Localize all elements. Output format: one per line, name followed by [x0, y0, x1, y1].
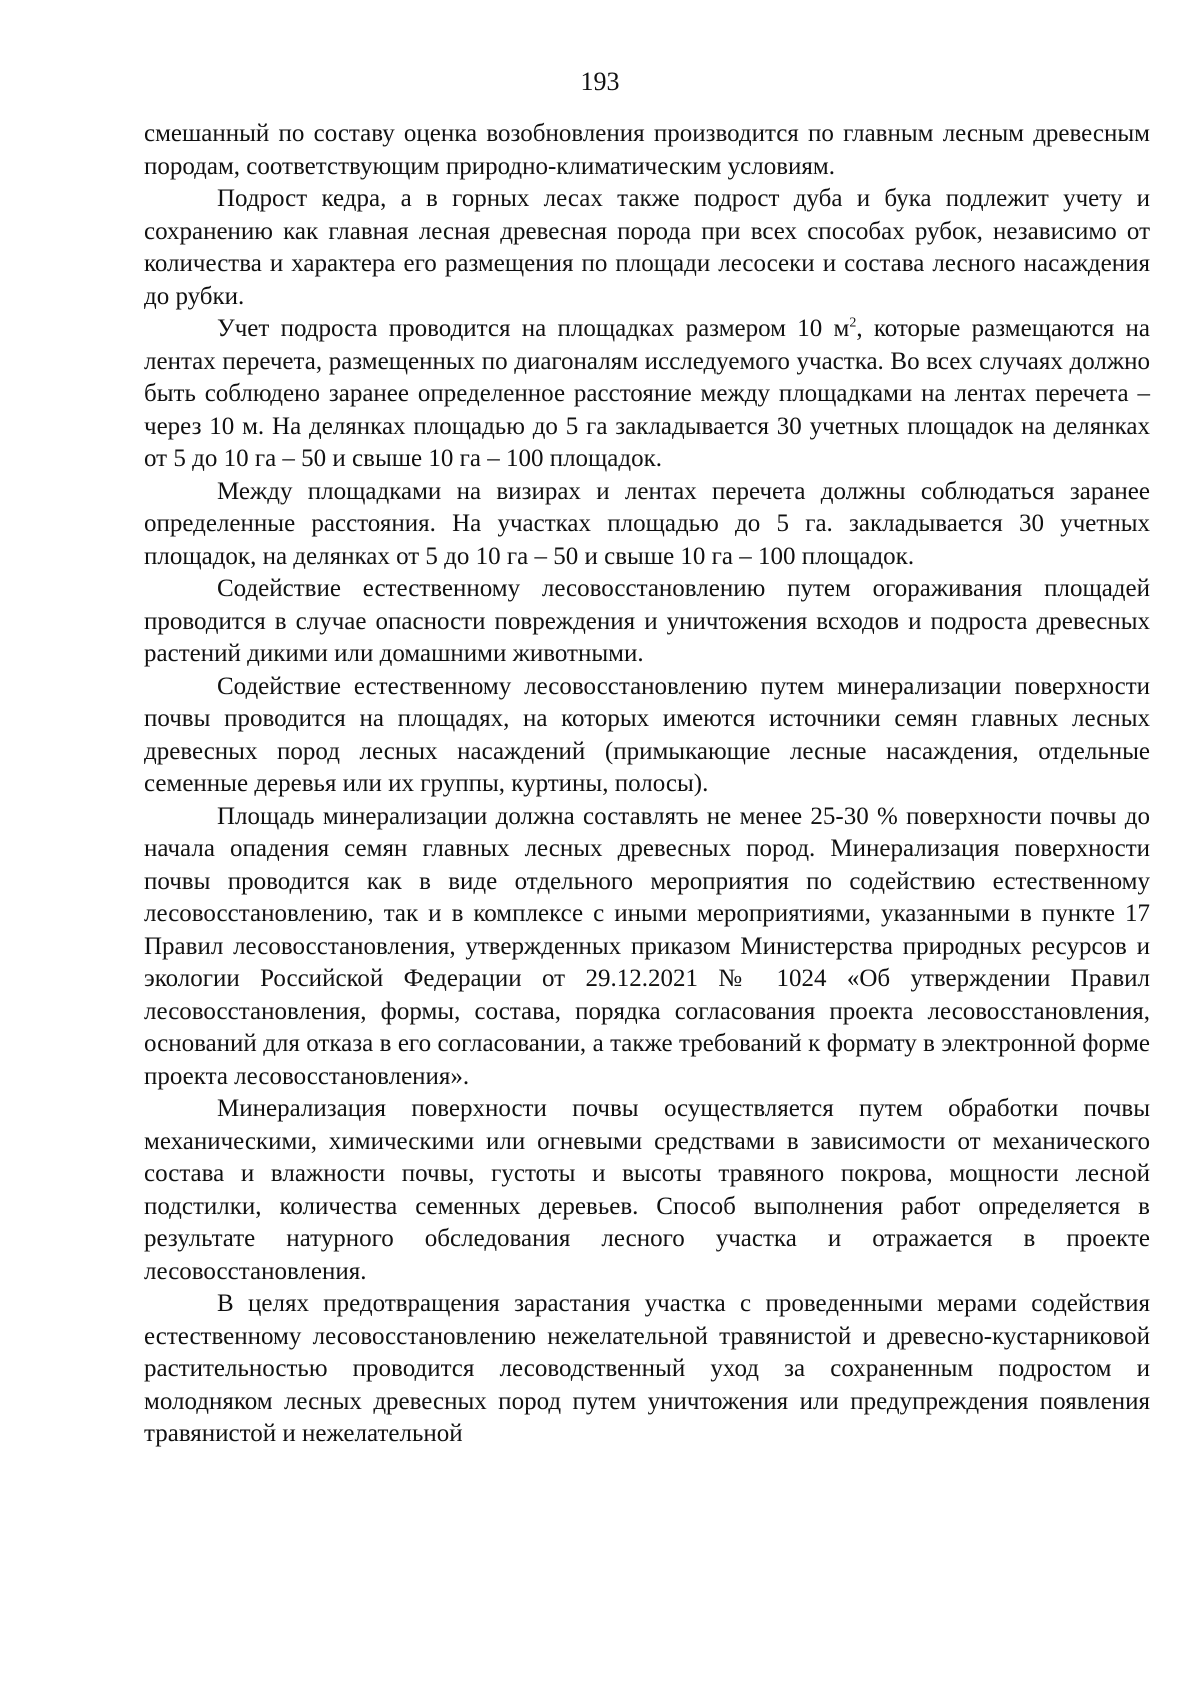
superscript-squared: 2	[849, 315, 857, 331]
paragraph-5: Содействие естественному лесовосстановлению путем огораживания площадей проводится в случае опасности повреждения и уничтожения всходов и подроста древесных растений дикими или домашними животными.	[144, 575, 1150, 667]
paragraph-8: Минерализация поверхности почвы осуществляется путем обработки почвы механическими, химическими или огневыми средствами в зависимости от механического состава и влажности почвы, густоты и высоты травяного покрова, мощности лесной подстилки, количества семенных деревьев. Способ выполнения работ определяется в результате натурного обследования лесного участка и отражается в проекте лесовосстановления.	[144, 1095, 1150, 1285]
paragraph-4: Между площадками на визирах и лентах перечета должны соблюдаться заранее определенные расстояния. На участках площадью до 5 га. закладывается 30 учетных площадок, на делянках от 5 до 10 га – 50 и свыше 10 га – 100 площадок.	[144, 477, 1150, 570]
paragraph-3-text-after: , которые размещаются на лентах перечета, размещенных по диагоналям исследуемого участка. Во всех случаях должно быть соблюдено заранее определенное расстояние между площадками на лентах перечета – через 10 м. На делянках площадью до 5 га закладывается 30 учетных площадок на делянках от 5 до 10 га – 50 и свыше 10 га – 100 площадок.	[144, 315, 1150, 472]
paragraph-1: смешанный по составу оценка возобновления производится по главным лесным древесным породам, соответствующим природно-климатическим условиям.	[144, 120, 1150, 180]
page-number: 193	[580, 67, 620, 96]
paragraph-6: Содействие естественному лесовосстановлению путем минерализации поверхности почвы проводится на площадях, на которых имеются источники семян главных лесных древесных пород лесных насаждений (примыкающие лесные насаждения, отдельные семенные деревья или их группы, куртины, полосы).	[144, 672, 1150, 797]
paragraph-7: Площадь минерализации должна составлять не менее 25-30 % поверхности почвы до начала опадения семян главных лесных древесных пород. Минерализация поверхности почвы проводится как в виде отдельного мероприятия по содействию естественному лесовосстановлению, так и в комплексе с иными мероприятиями, указанными в пункте 17 Правил лесовосстановления, утвержденных приказом Министерства природных ресурсов и экологии Российской Федерации от 29.12.2021 № 1024 «Об утверждении Правил лесовосстановления, формы, состава, порядка согласования проекта лесовосстановления, оснований для отказа в его согласовании, а также требований к формату в электронной форме проекта лесовосстановления».	[144, 802, 1150, 1090]
paragraph-9: В целях предотвращения зарастания участка с проведенными мерами содействия естественному лесовосстановлению нежелательной травянистой и древесно-кустарниковой растительностью проводится лесоводственный уход за сохраненным подростом и молодняком лесных древесных пород путем уничтожения или предупреждения появления травянистой и нежелательной	[144, 1290, 1150, 1447]
paragraph-3-text-before: Учет подроста проводится на площадках размером 10 м	[217, 315, 850, 342]
paragraph-3	[144, 313, 1150, 476]
paragraph-2: Подрост кедра, а в горных лесах также подрост дуба и бука подлежит учету и сохранению как главная лесная древесная порода при всех способах рубок, независимо от количества и характера его размещения по площади лесосеки и состава лесного насаждения до рубки.	[144, 185, 1150, 310]
body-text	[144, 118, 1150, 1451]
